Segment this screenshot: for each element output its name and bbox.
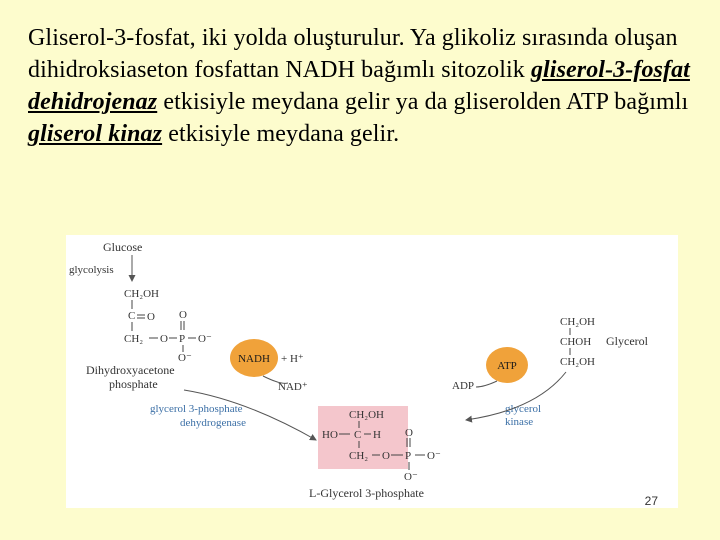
h-plus-label: + H⁺ xyxy=(281,353,304,365)
glucose-label: Glucose xyxy=(103,240,143,254)
enzyme2-label-line2: kinase xyxy=(505,416,534,428)
g3p-ch2: CH₂ xyxy=(349,450,369,462)
body-paragraph xyxy=(28,22,698,151)
g3p-label: L-Glycerol 3-phosphate xyxy=(309,486,424,500)
glycerol-choh: CHOH xyxy=(560,336,592,348)
dhap-to-g3p-arrow xyxy=(184,390,316,440)
enzyme-term-dehydrogenase: gliserol-3-fosfat dehidrojenaz xyxy=(28,57,690,116)
dhap-o-minus-right: O⁻ xyxy=(198,333,212,345)
dhap-ch2oh: CH₂OH xyxy=(124,288,160,300)
glycerol-label: Glycerol xyxy=(606,334,648,348)
dhap-label-line1: Dihydroxyacetone xyxy=(86,363,175,377)
glycerol-ch2oh-bottom: CH₂OH xyxy=(560,356,596,368)
paragraph-text-2: etkisiyle meydana gelir ya da gliserolden ATP bağımlı xyxy=(157,89,689,116)
enzyme1-label-line2: dehydrogenase xyxy=(180,417,246,429)
dhap-o-minus-bottom: O⁻ xyxy=(178,352,192,364)
enzyme-term-kinase: gliserol kinaz xyxy=(28,121,163,148)
glycolysis-label: glycolysis xyxy=(69,264,114,276)
g3p-p-o-top: O xyxy=(405,427,413,439)
g3p-h: H xyxy=(373,429,381,441)
dhap-label-line2: phosphate xyxy=(109,377,158,391)
g3p-ester-o: O xyxy=(382,450,390,462)
enzyme2-label-line1: glycerol xyxy=(505,403,542,415)
paragraph-text-1: Gliserol-3-fosfat, iki yolda oluşturulur. Ya glikoliz sırasında oluşan dihidroksiaseton fosfattan NADH bağımlı sitozolik xyxy=(28,25,678,84)
atp-label: ATP xyxy=(497,360,517,372)
glycerol-3-phosphate-pathway-figure xyxy=(66,235,678,508)
enzyme1-label-line1: glycerol 3-phosphate xyxy=(150,403,243,415)
dhap-ch2: CH₂ xyxy=(124,333,144,345)
dhap-c: C xyxy=(128,310,136,322)
g3p-o-minus-right: O⁻ xyxy=(427,450,441,462)
atp-to-adp-arrow xyxy=(476,381,497,387)
glycerol-ch2oh-top: CH₂OH xyxy=(560,316,596,328)
g3p-ho: HO xyxy=(322,429,338,441)
dhap-o: O xyxy=(147,311,155,323)
g3p-o-minus-bottom: O⁻ xyxy=(404,471,418,483)
dhap-p: P xyxy=(179,333,186,345)
g3p-ch2oh: CH₂OH xyxy=(349,409,385,421)
adp-label: ADP xyxy=(452,380,475,392)
nad-plus-label: NAD⁺ xyxy=(278,381,308,393)
g3p-c: C xyxy=(354,429,362,441)
paragraph-text-3: etkisiyle meydana gelir. xyxy=(162,121,400,148)
nadh-label: NADH xyxy=(238,353,270,365)
page-number: 27 xyxy=(644,494,658,508)
dhap-ester-o: O xyxy=(160,333,168,345)
dhap-p-o-top: O xyxy=(179,309,187,321)
g3p-p: P xyxy=(405,450,412,462)
